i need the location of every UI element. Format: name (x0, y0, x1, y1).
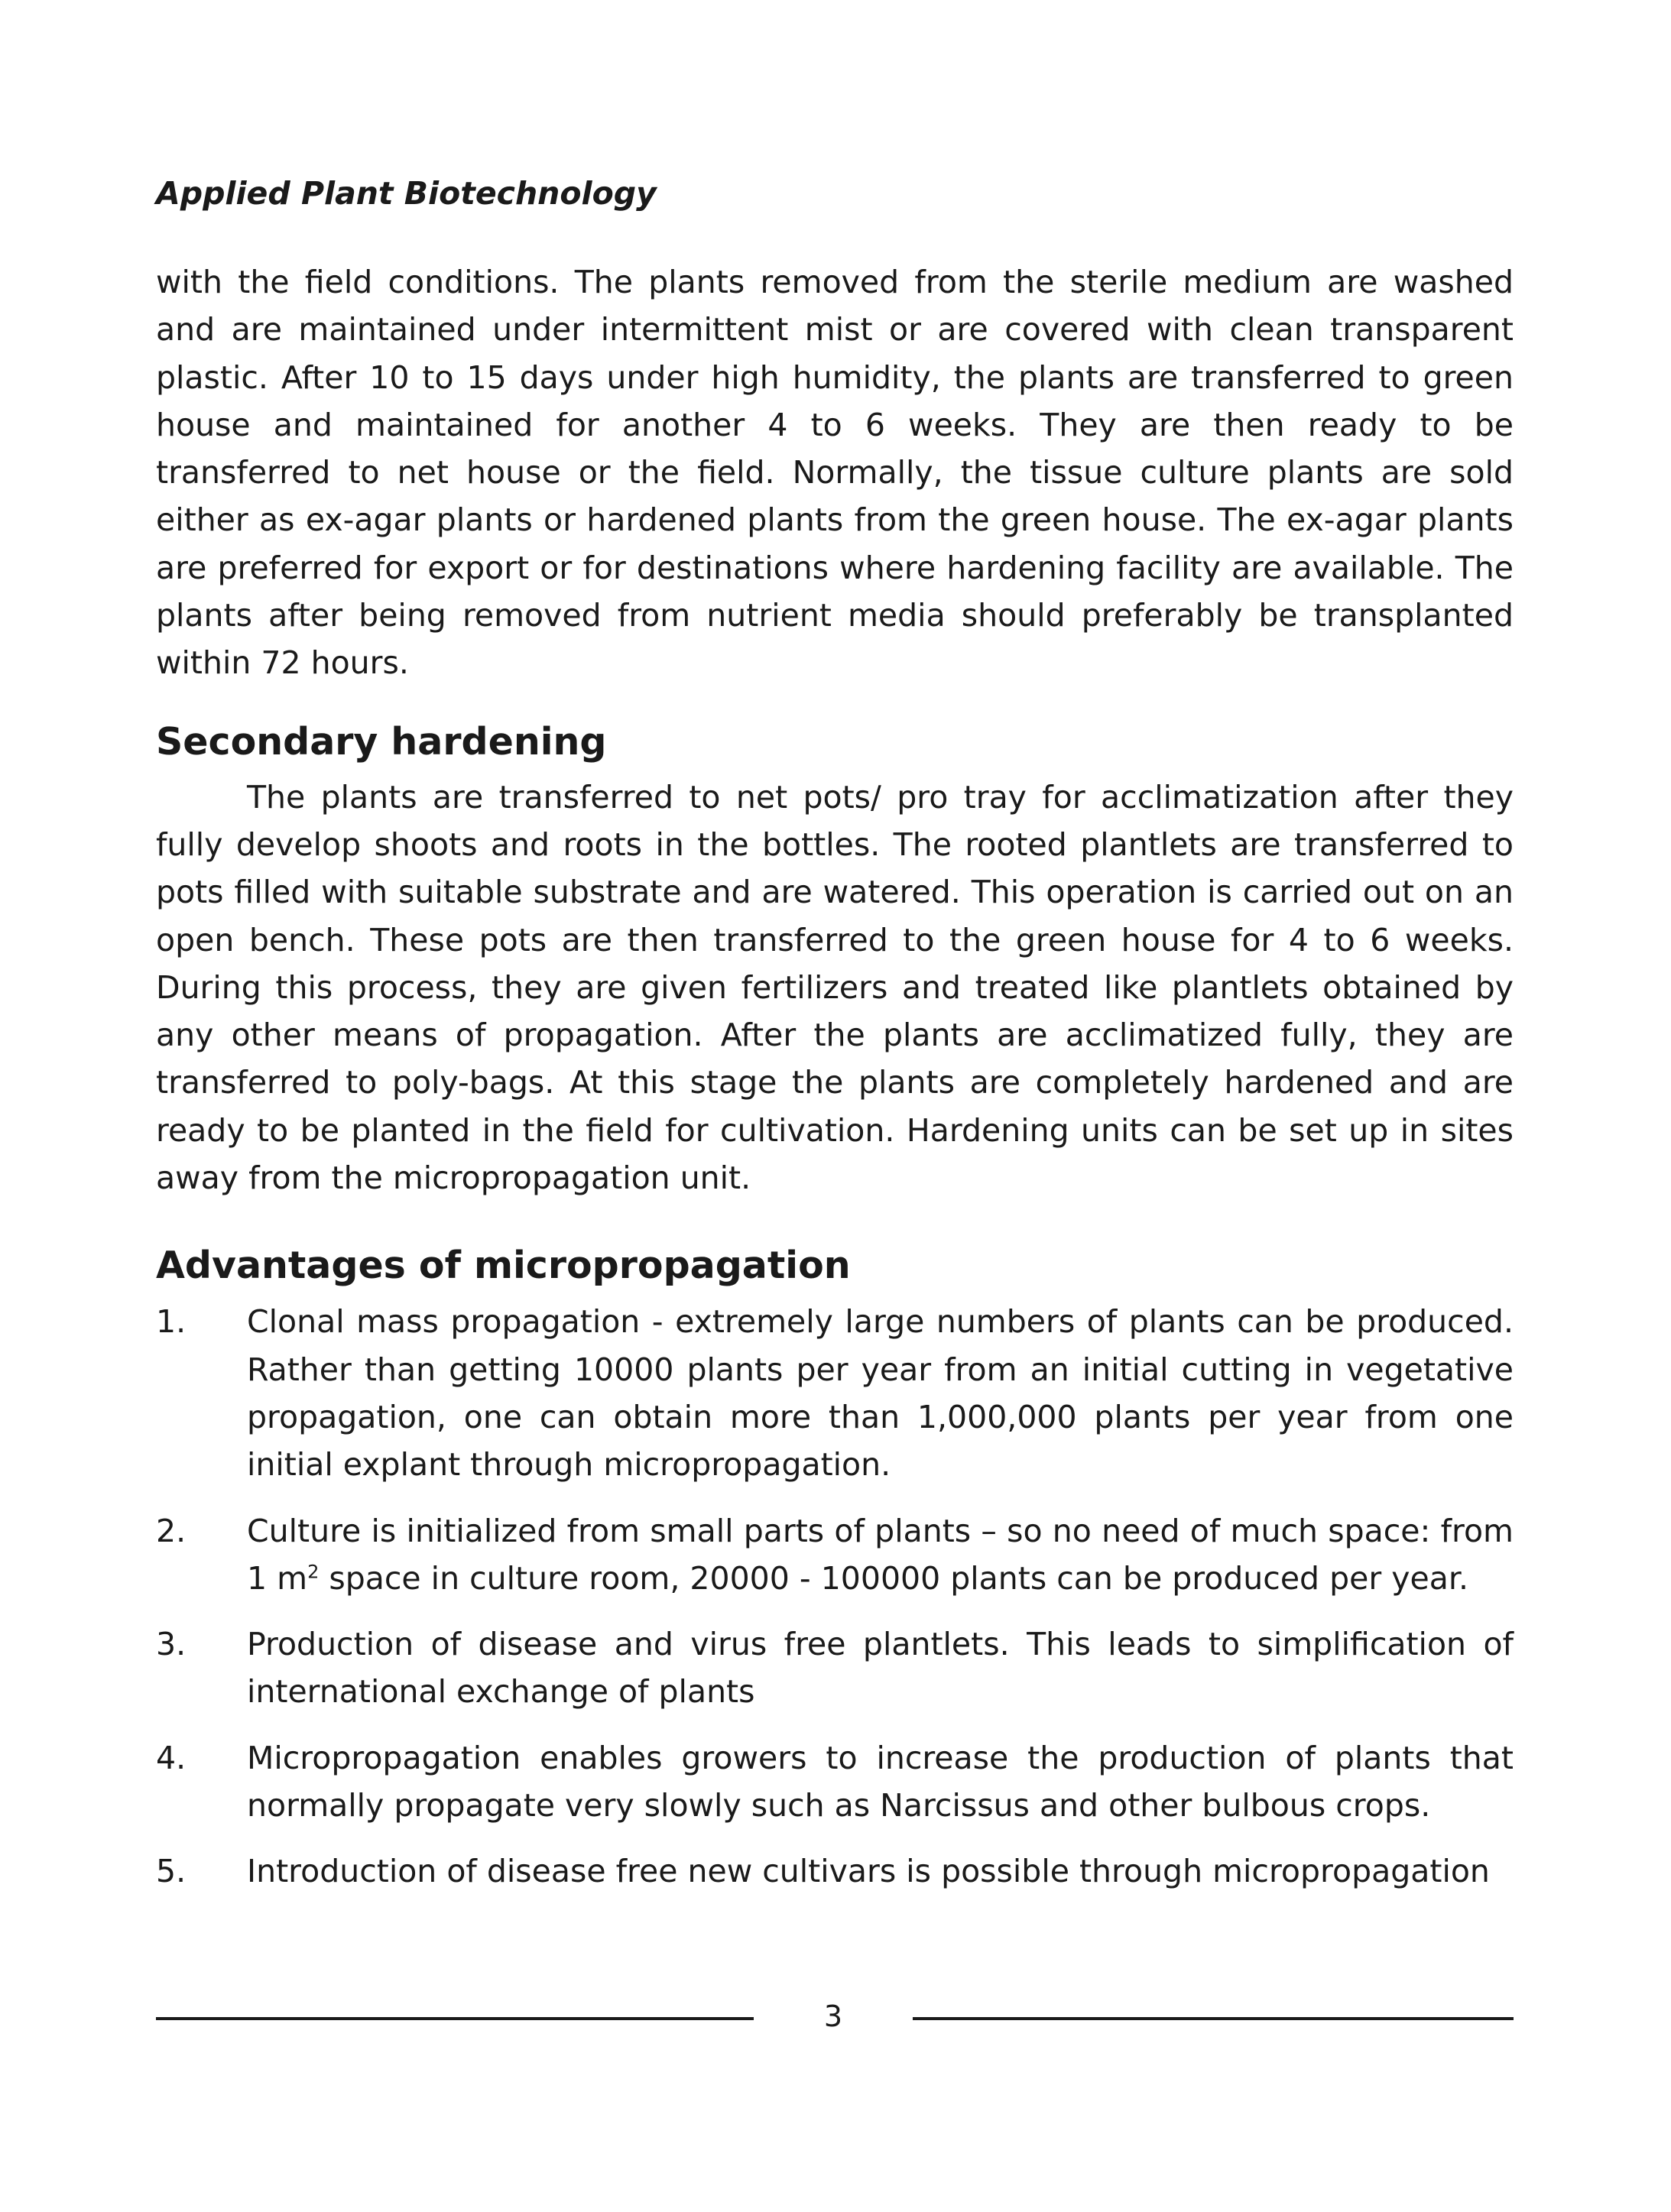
list-item-text (247, 1507, 1514, 1603)
page-content (156, 172, 1514, 1914)
footer-rule-right (913, 2017, 1514, 2020)
list-item-text: Micropropagation enables growers to increase the production of plants that normally propagate very slowly such as Narcissus and other bulbous crops. (247, 1739, 1514, 1824)
list-item-text-before: Culture is initialized from small parts of plants – so no need of much space: from 1 m (247, 1512, 1514, 1597)
list-item-text-after: space in culture room, 20000 - 100000 plants can be produced per year. (319, 1559, 1468, 1597)
list-item-text: Introduction of disease free new cultivars is possible through micropropagation (247, 1853, 1490, 1890)
page-number: 3 (823, 2000, 843, 2033)
list-item (156, 1507, 1514, 1603)
list-item-number: 4. (156, 1739, 187, 1776)
list-item (156, 1298, 1514, 1488)
secondary-hardening-heading: Secondary hardening (156, 719, 607, 764)
list-item-number: 2. (156, 1512, 187, 1549)
secondary-hardening-paragraph: The plants are transferred to net pots/ pro tray for acclimatization after they fully develop shoots and roots in the bottles. The rooted plantlets are transferred to pots filled with suitable substrate and are watered. This operation is carried out on an open bench. These pots are then transferred to the green house for 4 to 6 weeks. During this process, they are given fertilizers and treated like plantlets obtained by any other means of propagation. After the plants are acclimatized fully, they are transferred to poly-bags. At this stage the plants are completely hardened and are ready to be planted in the field for cultivation. Hardening units can be set up in sites away from the micropropagation unit. (156, 778, 1514, 1197)
page-footer (156, 1995, 1514, 2041)
advantages-heading: Advantages of micropropagation (156, 1244, 851, 1288)
list-item (156, 1734, 1514, 1830)
superscript: 2 (307, 1561, 320, 1583)
list-item-number: 5. (156, 1853, 187, 1890)
intro-paragraph: with the field conditions. The plants removed from the sterile medium are washed and are maintained under intermittent mist or are covered with clean transparent plastic. After 10 to 15 days under high humidity, the plants are transferred to green house and maintained for another 4 to 6 weeks. They are then ready to be transferred to net house or the field. Normally, the tissue culture plants are sold either as ex-agar plants or hardened plants from the green house. The ex-agar plants are preferred for export or for destinations where hardening facility are available. The plants after being removed from nutrient media should preferably be transplanted within 72 hours. (156, 264, 1514, 682)
advantages-list (156, 1298, 1514, 1895)
list-item (156, 1847, 1514, 1895)
list-item-text: Clonal mass propagation - extremely large numbers of plants can be produced. Rather than getting 10000 plants per year from an initial cutting in vegetative propagation, one can obtain more than 1,000,000 plants per year from one initial explant through micropropagation. (247, 1303, 1514, 1484)
running-header: Applied Plant Biotechnology (156, 175, 657, 212)
list-item (156, 1620, 1514, 1716)
list-item-number: 1. (156, 1303, 187, 1341)
list-item-number: 3. (156, 1626, 187, 1663)
list-item-text: Production of disease and virus free plantlets. This leads to simplification of international exchange of plants (247, 1626, 1514, 1711)
footer-rule-left (156, 2017, 754, 2020)
